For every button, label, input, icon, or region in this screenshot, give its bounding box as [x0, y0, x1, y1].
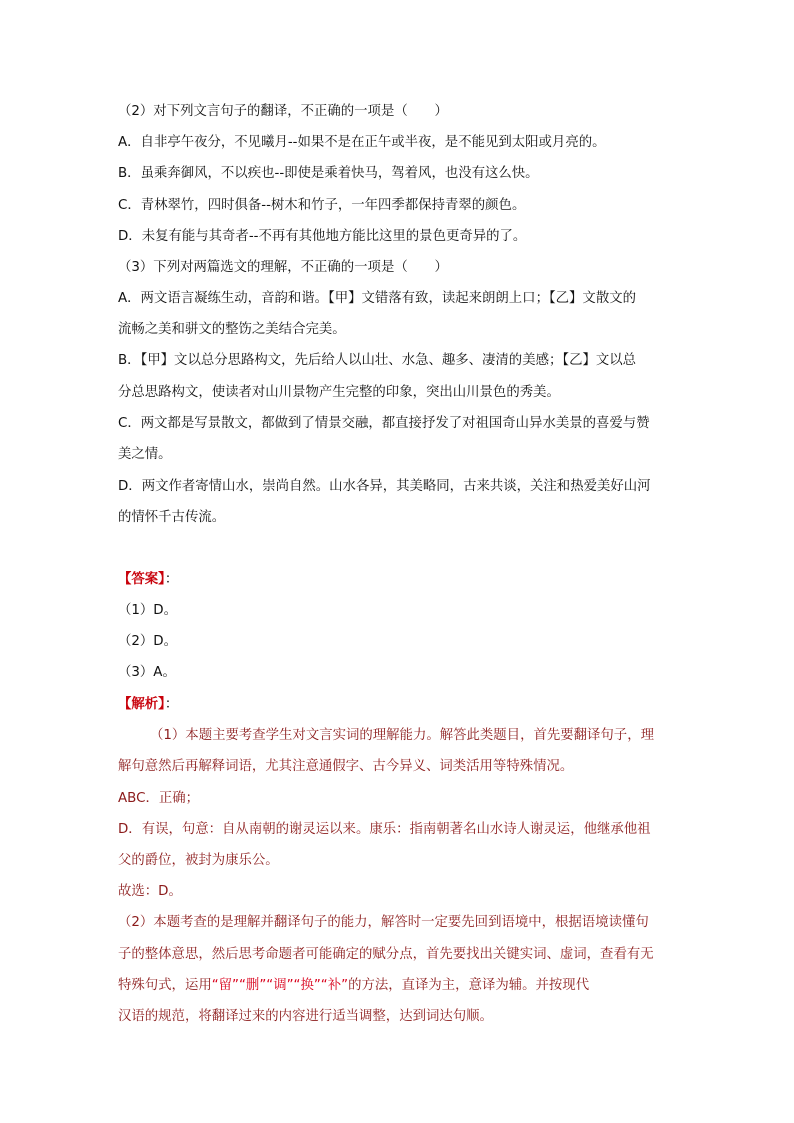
- answer-label: 【答案】: [118, 572, 165, 587]
- q3-option-d-line2: 的情怀千古传流。: [118, 510, 226, 525]
- q3-option-b-line1: B．【甲】文以总分思路构文，先后给人以山壮、水急、趣多、凄清的美感；【乙】文以总: [118, 353, 637, 368]
- q3-option-b-line2: 分总思路构文，使读者对山川景物产生完整的印象，突出山川景色的秀美。: [118, 385, 560, 400]
- analysis-heading: [118, 695, 178, 715]
- analysis-p2-line3-post: 的方法，直译为主，意译为辅。并按现代: [348, 978, 590, 993]
- analysis-p2-quoted-terms: “留”“删”“调”“换”“补”: [211, 978, 349, 993]
- q2-option-b: B．虽乘奔御风，不以疾也--即使是乘着快马，驾着风，也没有这么快。: [118, 166, 539, 181]
- analysis-p2-line1: （2）本题考查的是理解并翻译句子的能力，解答时一定要先回到语境中，根据语境读懂句: [118, 915, 649, 930]
- analysis-choice: 故选：D。: [118, 884, 182, 899]
- answer-colon: ：: [164, 572, 179, 587]
- q3-option-d-line1: D．两文作者寄情山水，崇尚自然。山水各异，其美略同，古来共谈，关注和热爱美好山河: [118, 479, 651, 494]
- q3-option-c-line2: 美之情。: [118, 447, 172, 462]
- analysis-label: 【解析】: [118, 697, 165, 712]
- q3-option-c-line1: C．两文都是写景散文，都做到了情景交融，都直接抒发了对祖国奇山异水美景的喜爱与赞: [118, 416, 650, 431]
- answer-heading: [118, 570, 178, 590]
- answer-item-2: （2）D。: [118, 634, 178, 649]
- answer-item-3: （3）A。: [118, 665, 176, 680]
- analysis-p1-line1: （1）本题主要考查学生对文言实词的理解能力。解答此类题目，首先要翻译句子，理: [150, 728, 654, 743]
- q2-stem: （2）对下列文言句子的翻译，不正确的一项是（ ）: [118, 104, 448, 119]
- analysis-abc: ABC．正确；: [118, 791, 200, 806]
- analysis-p2-line4: 汉语的规范，将翻译过来的内容进行适当调整，达到词达句顺。: [118, 1009, 493, 1024]
- answer-item-1: （1）D。: [118, 603, 178, 618]
- q3-option-a-line2: 流畅之美和骈文的整饬之美结合完美。: [118, 322, 346, 337]
- q3-option-a-line1: A．两文语言凝练生动，音韵和谐。【甲】文错落有致，读起来朗朗上口；【乙】文散文的: [118, 291, 636, 306]
- analysis-p2-line3: [118, 976, 589, 996]
- analysis-p2-line2: 子的整体意思，然后思考命题者可能确定的赋分点，首先要找出关键实词、虚词，查看有无: [118, 947, 654, 962]
- analysis-d-line1: D．有误，句意：自从南朝的谢灵运以来。康乐：指南朝著名山水诗人谢灵运，他继承他祖: [118, 822, 651, 837]
- q3-stem: （3）下列对两篇选文的理解，不正确的一项是（ ）: [118, 260, 448, 275]
- q2-option-d: D．未复有能与其奇者--不再有其他地方能比这里的景色更奇异的了。: [118, 229, 527, 244]
- q2-option-a: A．自非亭午夜分，不见曦月--如果不是在正午或半夜，是不能见到太阳或月亮的。: [118, 135, 606, 150]
- analysis-d-line2: 父的爵位，被封为康乐公。: [118, 853, 279, 868]
- q2-option-c: C．青林翠竹，四时俱备--树木和竹子，一年四季都保持青翠的颜色。: [118, 198, 526, 213]
- analysis-p1-line2: 解句意然后再解释词语，尤其注意通假字、古今异义、词类活用等特殊情况。: [118, 759, 574, 774]
- analysis-colon: ：: [164, 697, 179, 712]
- analysis-p2-line3-pre: 特殊句式，运用: [118, 978, 212, 993]
